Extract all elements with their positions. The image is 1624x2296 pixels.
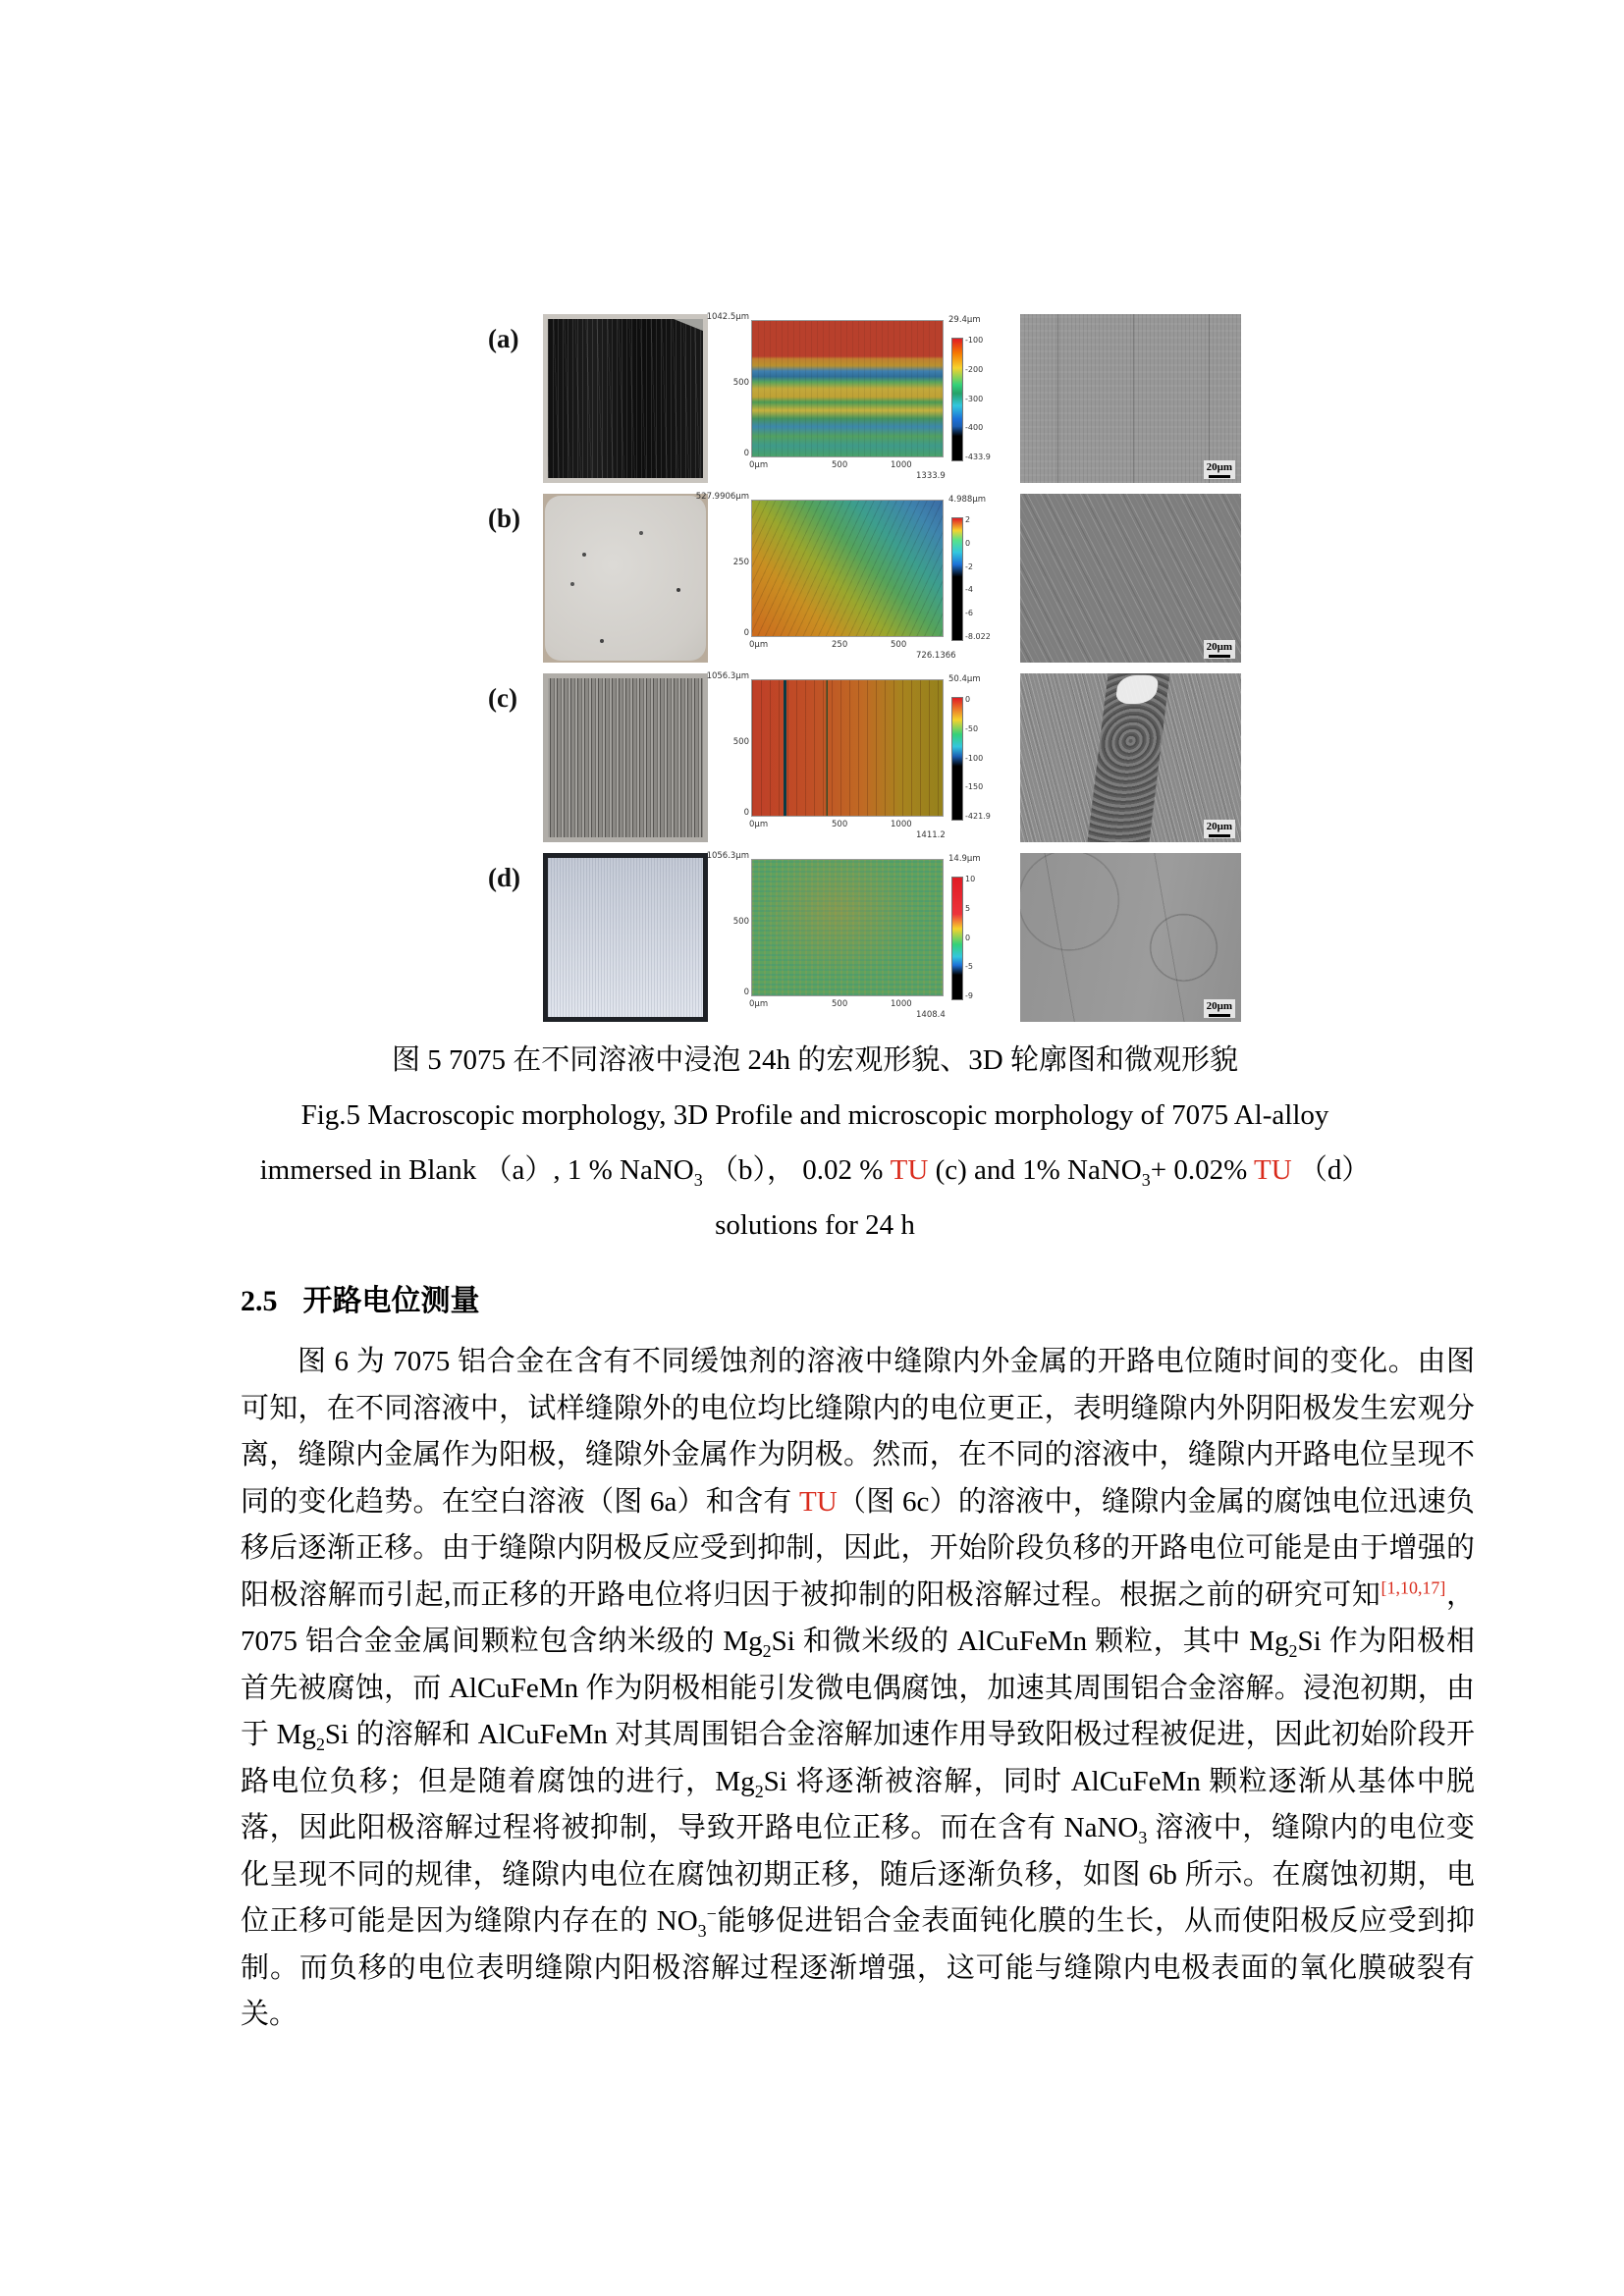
- y-axis-max-label: 1056.3μm: [706, 671, 749, 681]
- profile-3d-c: [706, 671, 999, 842]
- y-axis-max-label: 1056.3μm: [706, 851, 749, 861]
- y-axis-mid-label: 250: [732, 558, 749, 567]
- figure-row-d: [488, 853, 1241, 1022]
- sample-surface-c: [548, 678, 703, 837]
- macro-photo-b: [543, 494, 708, 663]
- height-map-c: [751, 679, 944, 817]
- profile-3d-d: [706, 851, 999, 1022]
- section-title: 开路电位测量: [302, 1285, 480, 1317]
- macro-photo-d: [543, 853, 708, 1022]
- x-axis-tick: 1000: [891, 820, 912, 829]
- corrosion-band: [1087, 673, 1169, 842]
- x-axis-end-label: 1333.9: [916, 471, 946, 481]
- colorbar-b: [951, 517, 963, 641]
- profile-3d-b: [695, 492, 999, 663]
- x-axis-end-label: 1411.2: [916, 830, 946, 840]
- panel-label-a: (a): [488, 324, 519, 353]
- sem-image-a: [1020, 314, 1241, 483]
- sample-surface-b: [545, 496, 706, 661]
- section-heading: [241, 1276, 480, 1319]
- height-map-a: [751, 320, 944, 457]
- height-map-b: [751, 500, 944, 637]
- y-axis-min-label: 0: [743, 808, 749, 818]
- colorbar-a: [951, 338, 963, 461]
- section-number: 2.5: [241, 1285, 278, 1317]
- caption-line-cn: 图 5 7075 在不同溶液中浸泡 24h 的宏观形貌、3D 轮廓图和微观形貌: [392, 1044, 1238, 1076]
- scale-bar-label: 20μm: [1204, 820, 1235, 838]
- colorbar-max-label: 14.9μm: [948, 854, 981, 864]
- y-axis-max-label: 527.9906μm: [695, 492, 749, 502]
- x-axis-tick: 0μm: [749, 999, 769, 1009]
- height-map-d: [751, 859, 944, 996]
- x-axis-tick: 500: [832, 820, 848, 829]
- scale-bar-label: 20μm: [1204, 460, 1235, 479]
- panel-label-b: (b): [488, 504, 520, 533]
- figure-row-b: [488, 494, 1241, 663]
- colorbar-max-label: 4.988μm: [948, 495, 987, 505]
- colorbar-ticks-c: 0 -50 -100 -150 -421.9: [965, 695, 991, 821]
- colorbar-max-label: 50.4μm: [948, 674, 981, 684]
- panel-label-c: (c): [488, 683, 517, 713]
- figure-row-a: [488, 314, 1241, 483]
- sample-surface-d: [548, 858, 703, 1017]
- colorbar-ticks-a: -100 -200 -300 -400 -433.9: [965, 336, 991, 461]
- x-axis-end-label: 726.1366: [916, 651, 956, 661]
- y-axis-min-label: 0: [743, 449, 749, 458]
- macro-photo-a: [543, 314, 708, 483]
- caption-line-en-1: Fig.5 Macroscopic morphology, 3D Profile and microscopic morphology of 7075 Al-alloy: [300, 1099, 1329, 1131]
- figure-row-c: [488, 673, 1241, 842]
- x-axis-tick: 500: [832, 999, 848, 1009]
- y-axis-max-label: 1042.5μm: [706, 312, 749, 322]
- x-axis-tick: 1000: [891, 999, 912, 1009]
- colorbar-max-label: 29.4μm: [948, 315, 981, 325]
- colorbar-c: [951, 697, 963, 821]
- x-axis-end-label: 1408.4: [916, 1010, 946, 1020]
- scale-bar-label: 20μm: [1204, 640, 1235, 659]
- profile-3d-a: [706, 312, 999, 483]
- figure-5: [0, 0, 1624, 1031]
- y-axis-mid-label: 500: [732, 737, 749, 747]
- caption-line-en-3: solutions for 24 h: [715, 1209, 915, 1241]
- y-axis-min-label: 0: [743, 628, 749, 638]
- x-axis-tick: 500: [891, 640, 907, 650]
- sample-surface-a: [548, 319, 703, 478]
- x-axis-tick: 0μm: [749, 460, 769, 470]
- sem-image-d: [1020, 853, 1241, 1022]
- scale-bar-label: 20μm: [1204, 999, 1235, 1018]
- sem-image-c: [1020, 673, 1241, 842]
- x-axis-tick: 1000: [891, 460, 912, 470]
- y-axis-min-label: 0: [743, 988, 749, 997]
- x-axis-tick: 0μm: [749, 820, 769, 829]
- panel-label-d: (d): [488, 863, 520, 892]
- figure-caption: [177, 1033, 1453, 1253]
- sem-image-b: [1020, 494, 1241, 663]
- colorbar-ticks-b: 2 0 -2 -4 -6 -8.022: [965, 515, 991, 641]
- caption-line-en-2: immersed in Blank （a）, 1 % NaNO$_3$ （b）， 0.02 % TU (c) and 1% NaNO$_3$+ 0.02% TU （d）: [259, 1154, 1371, 1190]
- y-axis-mid-label: 500: [732, 917, 749, 927]
- x-axis-tick: 250: [832, 640, 848, 650]
- x-axis-tick: 0μm: [749, 640, 769, 650]
- body-paragraph: 图 6 为 7075 铝合金在含有不同缓蚀剂的溶液中缝隙内外金属的开路电位随时间的变化。由图可知，在不同溶液中，试样缝隙外的电位均比缝隙内的电位更正，表明缝隙内外阴阳极发生宏观分离，缝隙内金属作为阳极，缝隙外金属作为阴极。然而，在不同的溶液中，缝隙内开路电位呈现不同的变化趋势。在空白溶液（图 6a）和含有 TU（图 6c）的溶液中，缝隙内金属的腐蚀电位迅速负移后逐渐正移。由于缝隙内阴极反应受到抑制，因此，开始阶段负移的开路电位可能是由于增强的阳极溶解而引起,而正移的开路电位将归因于被抑制的阳极溶解过程。根据之前的研究可知[1,10,17]，7075 铝合金金属间颗粒包含纳米级的 $Mg_2Si$ 和微米级的 AlCuFeMn 颗粒，其中 $Mg_2Si$ 作为阳极相首先被腐蚀，而 AlCuFeMn 作为阴极相能引发微电偶腐蚀，加速其周围铝合金溶解。浸泡初期，由于 $Mg_2Si$ 的溶解和 AlCuFeMn 对其周围铝合金溶解加速作用导致阳极过程被促进，因此初始阶段开路电位负移；但是随着腐蚀的进行，$Mg_2Si$ 将逐渐被溶解，同时 AlCuFeMn 颗粒逐渐从基体中脱落，因此阳极溶解过程将被抑制，导致开路电位正移。而在含有 NaNO$_3$ 溶液中，缝隙内的电位变化呈现不同的规律，缝隙内电位在腐蚀初期正移，随后逐渐负移，如图 6b 所示。在腐蚀初期，电位正移可能是因为缝隙内存在的 $NO_3^-$能够促进铝合金表面钝化膜的生长，从而使阳极反应受到抑制。而负移的电位表明缝隙内阳极溶解过程逐渐增强，这可能与缝隙内电极表面的氧化膜破裂有关。: [241, 1346, 1476, 2030]
- colorbar-d: [951, 877, 963, 1000]
- macro-photo-c: [543, 673, 708, 842]
- y-axis-mid-label: 500: [732, 378, 749, 388]
- colorbar-ticks-d: 10 5 0 -5 -9: [965, 875, 976, 1000]
- x-axis-tick: 500: [832, 460, 848, 470]
